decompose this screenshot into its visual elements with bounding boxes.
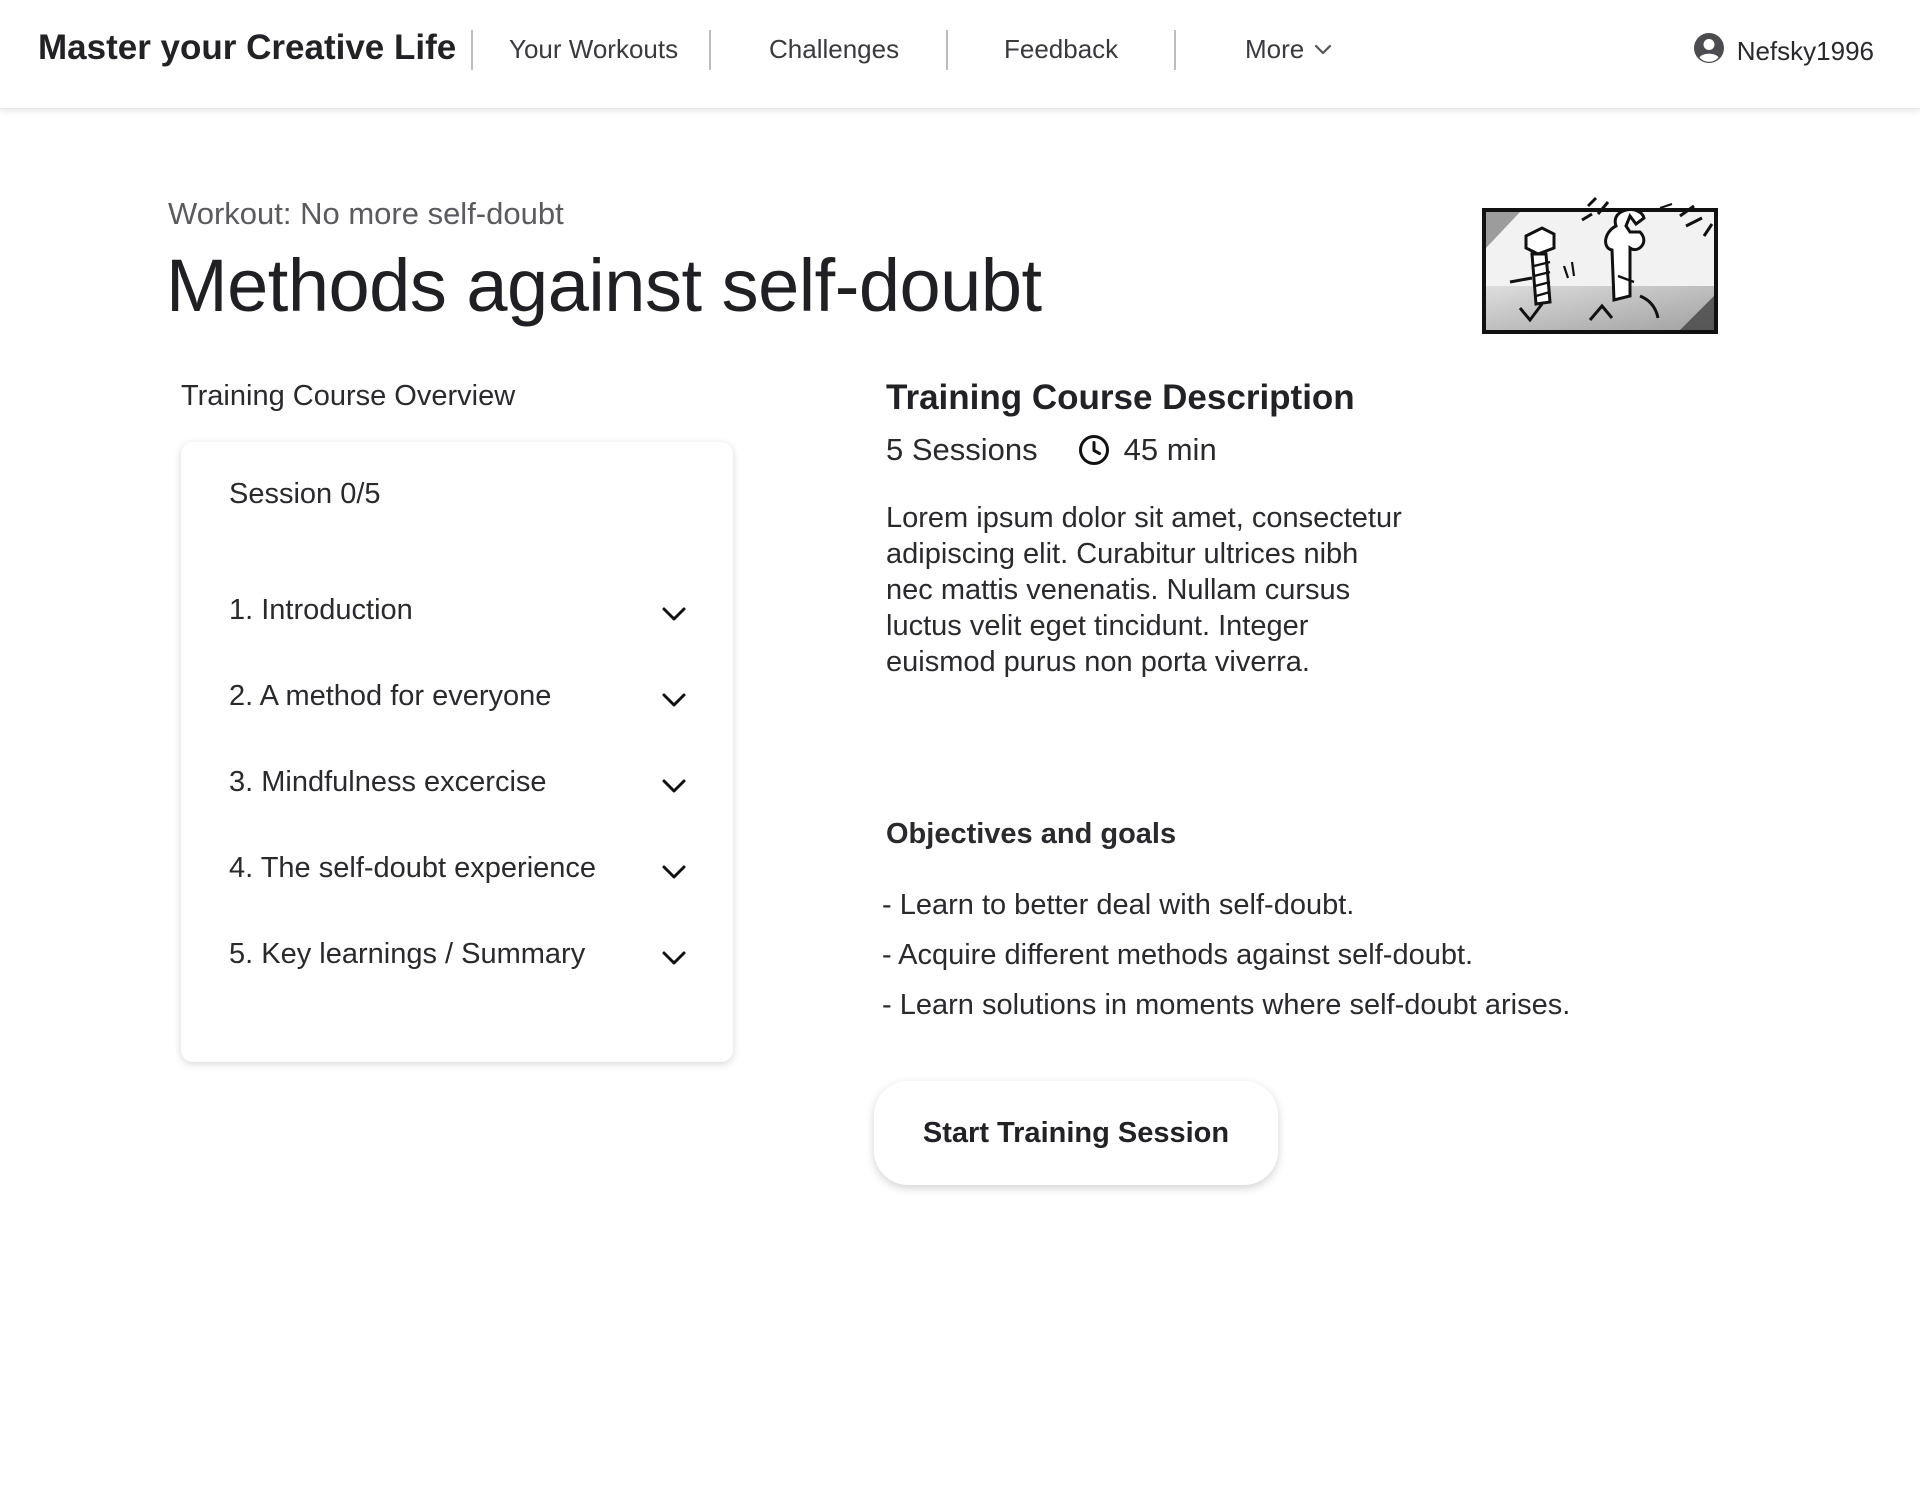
session-item-mindfulness-exercise[interactable] <box>229 766 689 852</box>
nav-divider <box>471 30 473 70</box>
session-list <box>229 594 689 1024</box>
session-item-key-learnings[interactable] <box>229 938 689 1024</box>
nav-divider <box>946 30 948 70</box>
app-brand-title[interactable]: Master your Creative Life <box>38 28 457 67</box>
objectives-heading: Objectives and goals <box>886 818 1177 850</box>
chevron-down-icon[interactable] <box>661 684 687 717</box>
workout-eyebrow: Workout: No more self-doubt <box>168 196 564 231</box>
nav-item-more[interactable] <box>1245 34 1332 65</box>
course-duration: 45 min <box>1123 432 1217 467</box>
objectives-list <box>882 880 1570 1030</box>
nav-divider <box>1174 30 1176 70</box>
objective-item: - Acquire different methods against self-doubt. <box>882 939 1474 971</box>
nav-item-feedback[interactable]: Feedback <box>1004 34 1119 64</box>
user-account-menu[interactable] <box>1693 32 1874 71</box>
session-item-label: 2. A method for everyone <box>229 680 552 712</box>
chevron-down-icon[interactable] <box>661 770 687 803</box>
session-overview-card <box>181 442 733 1062</box>
user-avatar-icon <box>1693 32 1725 71</box>
chevron-down-icon[interactable] <box>661 856 687 889</box>
session-item-introduction[interactable] <box>229 594 689 680</box>
workout-illustration <box>1480 196 1720 336</box>
start-training-session-button[interactable]: Start Training Session <box>874 1081 1278 1185</box>
user-name: Nefsky1996 <box>1736 36 1874 66</box>
description-heading: Training Course Description <box>886 378 1355 417</box>
sessions-count: 5 Sessions <box>886 432 1038 467</box>
page-title: Methods against self-doubt <box>166 244 1042 327</box>
session-progress: Session 0/5 <box>229 478 381 510</box>
session-item-self-doubt-experience[interactable] <box>229 852 689 938</box>
nav-divider <box>709 30 711 70</box>
nav-more-label: More <box>1245 34 1305 64</box>
description-text: Lorem ipsum dolor sit amet, consectetur adipiscing elit. Curabitur ultrices nibh nec mattis venenatis. Nullam cursus luctus velit eget tincidunt. Integer euismod purus non porta viverra. <box>886 502 1402 678</box>
course-meta <box>886 432 1217 468</box>
objective-item: - Learn to better deal with self-doubt. <box>882 889 1355 921</box>
nav-item-challenges[interactable]: Challenges <box>769 34 900 64</box>
session-item-label: 4. The self-doubt experience <box>229 852 597 884</box>
session-item-label: 5. Key learnings / Summary <box>229 938 586 970</box>
nav-item-your-workouts[interactable]: Your Workouts <box>509 34 679 64</box>
chevron-down-icon <box>1314 44 1332 56</box>
chevron-down-icon[interactable] <box>661 942 687 975</box>
top-navigation-bar <box>0 0 1920 109</box>
overview-heading: Training Course Overview <box>181 380 516 412</box>
session-item-label: 1. Introduction <box>229 594 413 626</box>
session-item-label: 3. Mindfulness excercise <box>229 766 547 798</box>
clock-icon <box>1078 434 1110 466</box>
chevron-down-icon[interactable] <box>661 598 687 631</box>
objective-item: - Learn solutions in moments where self-doubt arises. <box>882 989 1571 1021</box>
session-item-method-for-everyone[interactable] <box>229 680 689 766</box>
